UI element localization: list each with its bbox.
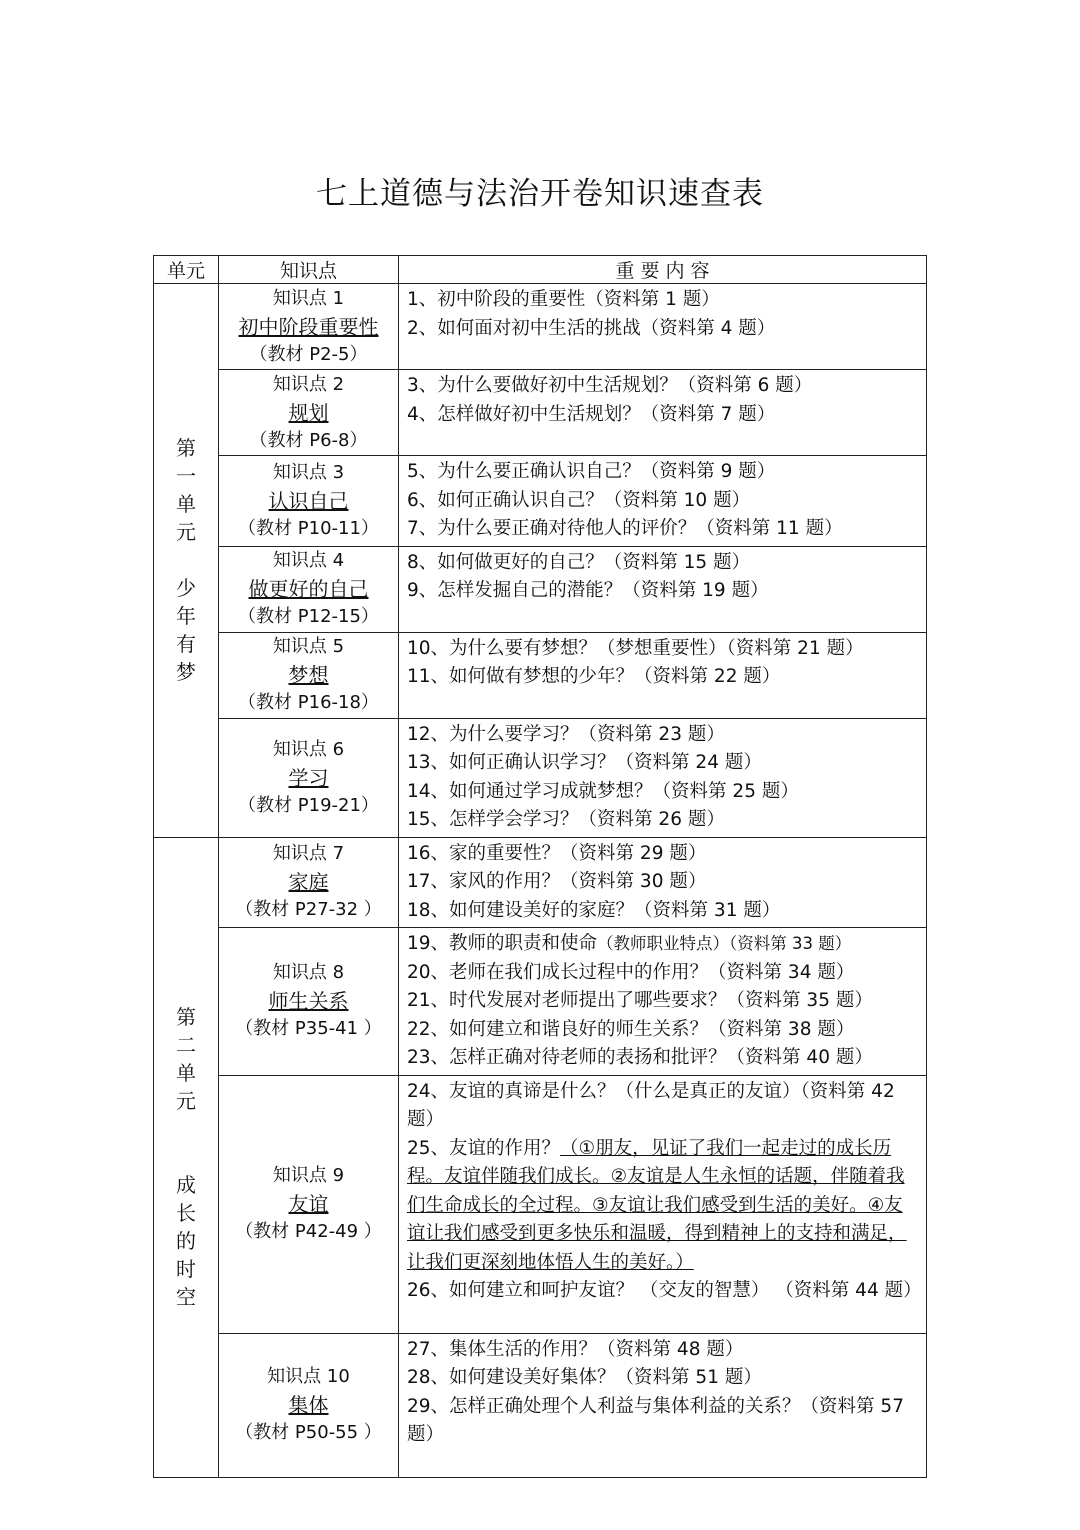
- table-row: [154, 456, 927, 547]
- knowledge-point-7: 知识点 7 家庭 （教材 P27-32 ）: [219, 837, 399, 928]
- knowledge-point-2: 知识点 2 规划 （教材 P6-8）: [219, 370, 399, 456]
- header-point: 知识点: [219, 256, 399, 284]
- content-cell-9: 24、友谊的真谛是什么？（什么是真正的友谊）（资料第 42 题） 25、友谊的作用？（①朋友，见证了我们一起走过的成长历程。友谊伴随我们成长。②友谊是人生永恒的话题，伴随着我们生命成长的全过程。③友谊让我们感受到生活的美好。④友谊让我们感受到更多快乐和温暖，得到精神上的支持和满足，让我们更深刻地体悟人生的美好。） 26、如何建立和呵护友谊？ （交友的智慧） （资料第 44 题）: [399, 1075, 927, 1333]
- table-row: [154, 837, 927, 928]
- table-row: [154, 370, 927, 456]
- table-row: [154, 928, 927, 1076]
- content-cell-4: 8、如何做更好的自己？（资料第 15 题） 9、怎样发掘自己的潜能？（资料第 19 题）: [399, 546, 927, 632]
- table-row: [154, 284, 927, 370]
- content-cell-8: 19、教师的职责和使命（教师职业特点）（资料第 33 题） 20、老师在我们成长过程中的作用？（资料第 34 题） 21、时代发展对老师提出了哪些要求？（资料第 35 题） 22、如何建立和谐良好的师生关系？（资料第 38 题） 23、怎样正确对待老师的表扬和批评？（资料第 40 题）: [399, 928, 927, 1076]
- knowledge-point-6: 知识点 6 学习 （教材 P19-21）: [219, 718, 399, 837]
- page-title: 七上道德与法治开卷知识速查表: [316, 176, 764, 212]
- knowledge-point-1: 知识点 1 初中阶段重要性 （教材 P2-5）: [219, 284, 399, 370]
- table-row: [154, 718, 927, 837]
- knowledge-point-3: 知识点 3 认识自己 （教材 P10-11）: [219, 456, 399, 547]
- knowledge-point-10: 知识点 10 集体 （教材 P50-55 ）: [219, 1333, 399, 1477]
- unit-1-title: 第 一 单 元 少 年 有 梦: [176, 436, 196, 685]
- content-cell-2: 3、为什么要做好初中生活规划？（资料第 6 题） 4、怎样做好初中生活规划？（资料第 7 题）: [399, 370, 927, 456]
- content-cell-10: 27、集体生活的作用？（资料第 48 题） 28、如何建设美好集体？（资料第 51 题） 29、怎样正确处理个人利益与集体利益的关系？（资料第 57 题）: [399, 1333, 927, 1477]
- knowledge-table: [153, 255, 927, 1478]
- unit-2-cell: [154, 837, 219, 1477]
- content-cell-1: 1、初中阶段的重要性（资料第 1 题） 2、如何面对初中生活的挑战（资料第 4 题）: [399, 284, 927, 370]
- unit-2-title: 第 二 单 元 成 长 的 时 空: [176, 1005, 196, 1309]
- content-cell-5: 10、为什么要有梦想？（梦想重要性）（资料第 21 题） 11、如何做有梦想的少年？（资料第 22 题）: [399, 632, 927, 718]
- content-cell-7: 16、家的重要性？（资料第 29 题） 17、家风的作用？（资料第 30 题） 18、如何建设美好的家庭？（资料第 31 题）: [399, 837, 927, 928]
- header-content: 重 要 内 容: [399, 256, 927, 284]
- header-unit: 单元: [154, 256, 219, 284]
- knowledge-point-5: 知识点 5 梦想 （教材 P16-18）: [219, 632, 399, 718]
- table-row: [154, 1333, 927, 1477]
- content-cell-3: 5、为什么要正确认识自己？（资料第 9 题） 6、如何正确认识自己？（资料第 10 题） 7、为什么要正确对待他人的评价？（资料第 11 题）: [399, 456, 927, 547]
- table-header-row: [154, 256, 927, 284]
- unit-1-cell: [154, 284, 219, 838]
- table-row: [154, 1075, 927, 1333]
- content-cell-6: 12、为什么要学习？（资料第 23 题） 13、如何正确认识学习？（资料第 24 题） 14、如何通过学习成就梦想？（资料第 25 题） 15、怎样学会学习？（资料第 26 题）: [399, 718, 927, 837]
- knowledge-point-4: 知识点 4 做更好的自己 （教材 P12-15）: [219, 546, 399, 632]
- knowledge-point-9: 知识点 9 友谊 （教材 P42-49 ）: [219, 1075, 399, 1333]
- table-row: [154, 632, 927, 718]
- table-row: [154, 546, 927, 632]
- knowledge-point-8: 知识点 8 师生关系 （教材 P35-41 ）: [219, 928, 399, 1076]
